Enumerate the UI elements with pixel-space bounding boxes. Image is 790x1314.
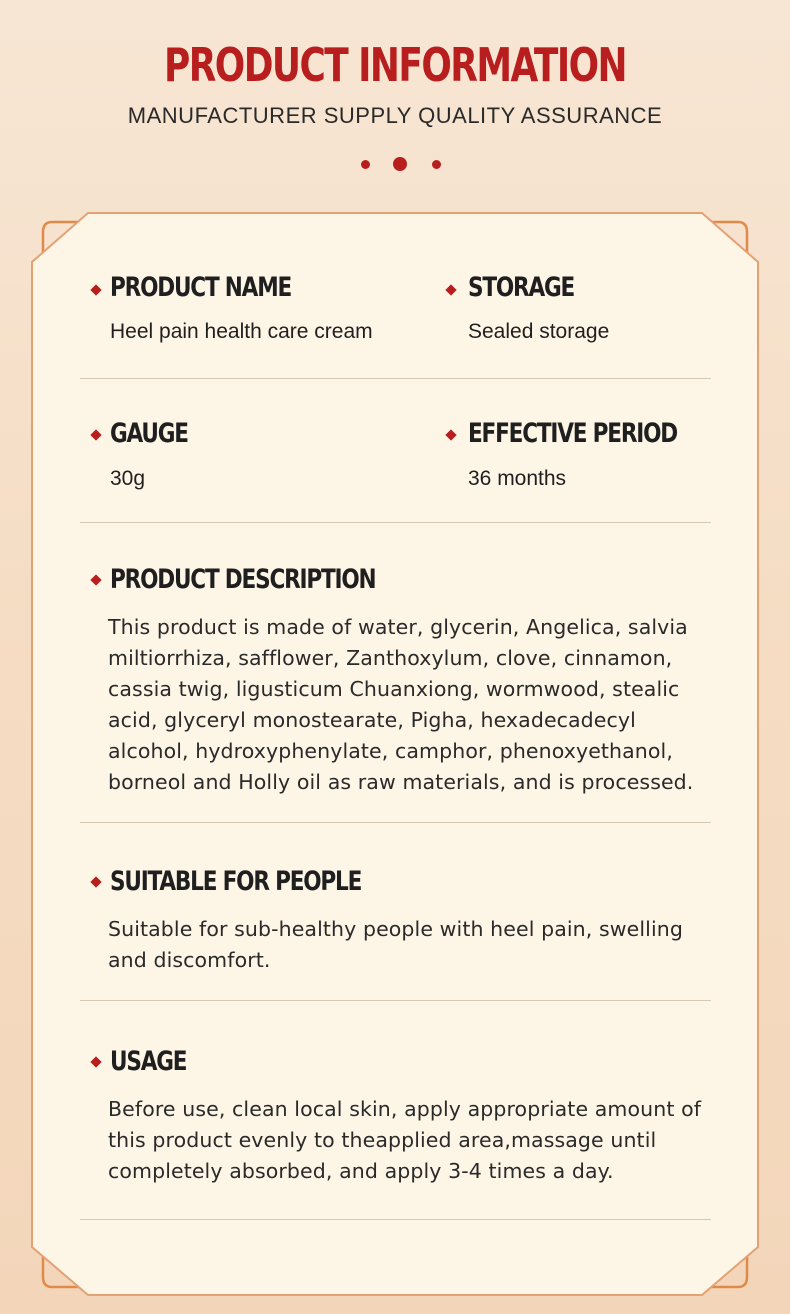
divider (80, 378, 711, 379)
suitable-label: SUITABLE FOR PEOPLE (110, 866, 362, 897)
storage-value: Sealed storage (468, 320, 610, 343)
page-title: PRODUCT INFORMATION (163, 38, 627, 92)
page-subtitle: MANUFACTURER SUPPLY QUALITY ASSURANCE (127, 103, 663, 128)
gauge-label: GAUGE (110, 418, 188, 449)
product-name-value: Heel pain health care cream (110, 320, 373, 343)
divider (80, 522, 711, 523)
usage-label: USAGE (110, 1046, 187, 1077)
divider (80, 822, 711, 823)
effective-period-value: 36 months (468, 467, 567, 490)
gauge-value: 30g (110, 467, 146, 490)
effective-period-label: EFFECTIVE PERIOD (468, 418, 677, 449)
storage-label: STORAGE (468, 272, 575, 303)
usage-text: Before use, clean local skin, apply appropriate amount of this product evenly to theapplied area,massage until completely absorbed, and apply 3-4 times a day. (108, 1097, 702, 1183)
description-label: PRODUCT DESCRIPTION (110, 564, 376, 595)
product-name-label: PRODUCT NAME (110, 272, 292, 303)
divider (80, 1219, 711, 1220)
description-text: This product is made of water, glycerin, Angelica, salvia miltiorrhiza, safflower, Zanthoxylum, clove, cinnamon, cassia twig, ligusticum Chuanxiong, wormwood, stealic acid, glyceryl monostearate, Pigha, hexadecadecyl alcohol, hydroxyphenylate, camphor, phenoxyethanol, borneol and Holly oil as raw materials, and is processed. (108, 615, 694, 794)
suitable-text: Suitable for sub-healthy people with heel pain, swelling and discomfort. (108, 917, 683, 972)
divider (80, 1000, 711, 1001)
